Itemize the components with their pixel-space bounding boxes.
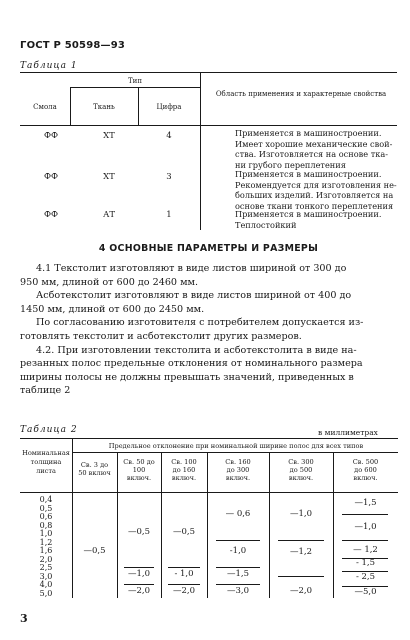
header-line: 100 — [132, 466, 146, 474]
cell-rule — [124, 567, 154, 568]
table2-group-header: Предельное отклонение при номинальной ширине полос для всех типов — [108, 442, 364, 450]
table1-group-rule — [70, 87, 200, 88]
header-line: Св. 3 до — [80, 461, 109, 469]
header-line: толщина — [30, 458, 62, 466]
table2-units: в миллиметрах — [318, 428, 378, 437]
desc-line: Имеет хорошие механические свой- — [235, 138, 393, 149]
header-line: Св. 300 — [288, 458, 314, 466]
table2-top-rule — [20, 438, 398, 439]
header-line: включ. — [171, 474, 197, 482]
deviation-value: —0,5 — [83, 546, 106, 556]
header-line: до 300 — [226, 466, 250, 474]
table1-row3-digit: 1 — [166, 210, 172, 220]
header-line: включ. — [126, 474, 152, 482]
table1-col-digit: Цифра — [156, 103, 182, 111]
page-number: 3 — [20, 612, 28, 625]
cell-rule — [216, 540, 260, 541]
desc-line: Применяется в машиностроении. — [235, 128, 382, 138]
table2-col-1 — [72, 461, 117, 477]
table1-caption: Таблица 1 — [20, 61, 78, 71]
header-line: Св. 500 — [352, 458, 379, 466]
thickness-value: 1,0 — [39, 529, 53, 539]
desc-line: больших изделий. Изготовляется на — [235, 190, 394, 201]
deviation-value: —2,0 — [172, 586, 196, 596]
header-line: включ. — [288, 474, 314, 482]
table1-row3-fabric: АТ — [102, 210, 116, 220]
text-line: 4.2. При изготовлении текстолита и асботекстолита в виде на- — [36, 344, 357, 356]
paragraph-asbo — [20, 289, 398, 316]
header-line: включ. — [225, 474, 251, 482]
deviation-value: —1,5 — [354, 498, 377, 508]
desc-line: Применяется в машиностроении. — [235, 209, 382, 219]
table2-header-rule — [20, 492, 398, 493]
deviation-value: —1,0 — [289, 509, 313, 519]
table1-col-resin: Смола — [33, 103, 57, 111]
cell-rule — [278, 540, 324, 541]
header-line: Св. 100 — [171, 458, 197, 466]
deviation-value: — 0,6 — [225, 509, 251, 519]
deviation-value: —1,2 — [289, 547, 313, 557]
thickness-value: 0,4 — [39, 495, 53, 504]
header-line: до 500 — [289, 466, 313, 474]
cell-rule — [278, 576, 324, 577]
text-line: резанных полос предельные отклонения от номинального размера — [20, 358, 363, 370]
deviation-value: —3,0 — [226, 586, 250, 596]
text-line: ширины полосы не должны превышать значений, приведенных в — [20, 371, 354, 383]
desc-line: основе ткани тонкого переплетения — [235, 200, 394, 211]
table1-header-rule — [20, 125, 397, 126]
section-heading: 4 ОСНОВНЫЕ ПАРАМЕТРЫ И РАЗМЕРЫ — [98, 243, 319, 254]
table1-col-fabric: Ткань — [93, 103, 115, 111]
paragraph-4-1 — [20, 262, 398, 289]
desc-line: Теплостойкий — [235, 219, 297, 230]
cell-rule — [342, 514, 388, 515]
thickness-value: 1,6 — [39, 546, 53, 556]
deviation-value: —2,0 — [127, 586, 151, 596]
table1-row1-digit: 4 — [166, 131, 172, 141]
deviation-value: —1,0 — [354, 522, 377, 532]
cell-rule — [124, 584, 154, 585]
table1-row1-resin: ФФ — [43, 131, 59, 141]
table1-row2-desc — [235, 169, 397, 211]
table1-row2-fabric: ХТ — [103, 172, 115, 182]
header-line: Св. 160 — [225, 458, 251, 466]
deviation-value: - 1,0 — [174, 569, 194, 579]
table1-col-area: Область применения и характерные свойства — [215, 90, 387, 98]
table1-row3-resin: ФФ — [43, 210, 59, 220]
table1-row1-desc — [235, 128, 397, 170]
text-line: готовлять текстолит и асботекстолит других размеров. — [20, 330, 302, 342]
text-line: 4.1 Текстолит изготовляют в виде листов шириной от 300 до — [36, 263, 347, 274]
table1-row2-digit: 3 — [166, 172, 172, 182]
deviation-value: —5,0 — [354, 587, 377, 597]
thickness-value: 4,0 — [39, 580, 53, 590]
cell-rule — [168, 584, 200, 585]
desc-line: Рекомендуется для изготовления не- — [235, 179, 397, 190]
cell-rule — [216, 567, 260, 568]
text-line: 1450 мм, длиной от 600 до 2450 мм. — [20, 303, 205, 315]
header-line: Номинальная — [22, 449, 70, 457]
desc-line: ни грубого переплетения — [235, 159, 346, 170]
deviation-value: —1,0 — [127, 569, 151, 579]
deviation-value: —1,5 — [226, 569, 250, 579]
desc-line: Применяется в машиностроении. — [235, 169, 382, 179]
table2-row-header — [20, 449, 72, 476]
table2-col-3 — [161, 458, 207, 482]
header-line: листа — [36, 467, 56, 475]
deviation-value: —0,5 — [127, 527, 151, 537]
deviation-value: -1,0 — [229, 546, 247, 556]
table1-vline-3 — [200, 72, 201, 230]
thickness-value: 5,0 — [39, 589, 53, 599]
paragraph-4-2 — [20, 344, 398, 398]
table1-group-header: Тип — [128, 77, 142, 85]
table1-row1-fabric: ХТ — [103, 131, 115, 141]
header-line: 50 включ — [78, 469, 111, 477]
desc-line: ства. Изготовляется на основе тка- — [235, 149, 388, 160]
text-line: 950 мм, длиной от 600 до 2460 мм. — [20, 276, 199, 288]
table1-row2-resin: ФФ — [43, 172, 59, 182]
thickness-value: 2,5 — [39, 563, 53, 573]
table2-col-2 — [117, 458, 161, 482]
cell-rule — [216, 584, 260, 585]
table1-top-rule — [20, 72, 397, 73]
deviation-value: —2,0 — [289, 586, 313, 596]
deviation-value: —0,5 — [172, 527, 196, 537]
text-line: таблице 2 — [20, 385, 71, 397]
cell-rule — [342, 540, 388, 541]
thickness-list — [20, 496, 72, 599]
table2-caption: Таблица 2 — [20, 425, 78, 435]
table2-col-6 — [333, 458, 398, 482]
thickness-value: 0,6 — [39, 512, 53, 522]
thickness-value: 1,2 — [39, 537, 53, 547]
table2-col-5 — [269, 458, 333, 482]
table1-row3-desc — [235, 209, 397, 230]
document-header: ГОСТ Р 50598—93 — [20, 40, 126, 51]
thickness-value: 0,5 — [39, 503, 53, 513]
table2-group-rule — [72, 452, 398, 453]
deviation-value: — 1,2 — [353, 545, 378, 555]
text-line: По согласованию изготовителя с потребителем допускается из- — [36, 317, 364, 329]
header-line: до 600 — [354, 466, 377, 474]
table2-col-4 — [207, 458, 269, 482]
thickness-value: 3,0 — [39, 571, 53, 581]
section-body — [20, 262, 398, 398]
thickness-value: 2,0 — [39, 554, 53, 564]
header-line: Св. 50 до — [123, 458, 155, 466]
paragraph-agreement — [20, 316, 398, 343]
text-line: Асботекстолит изготовляют в виде листов шириной от 400 до — [36, 290, 352, 302]
header-line: до 160 — [172, 466, 196, 474]
deviation-value: - 1,5 — [355, 558, 376, 568]
cell-rule — [168, 567, 200, 568]
deviation-value: - 2,5 — [355, 572, 376, 582]
thickness-value: 0,8 — [39, 520, 53, 530]
header-line: включ. — [353, 474, 378, 482]
